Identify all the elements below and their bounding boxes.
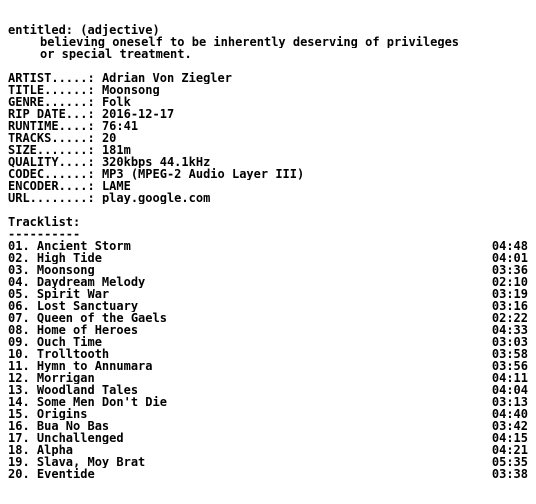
info-row-artist	[8, 72, 528, 84]
track-time: 04:33	[491, 323, 528, 337]
info-value: MP3 (MPEG-2 Audio Layer III)	[101, 168, 305, 180]
track-name: 14. Some Men Don't Die	[8, 396, 167, 408]
track-name: 07. Queen of the Gaels	[8, 312, 167, 324]
track-name: 20. Eventide	[8, 468, 95, 480]
track-name: 05. Spirit War	[8, 288, 110, 300]
release-info	[8, 72, 528, 204]
track-time: 03:56	[491, 359, 528, 373]
info-row-title	[8, 84, 528, 96]
track-time: 03:38	[491, 467, 528, 481]
track-time: 03:36	[491, 263, 528, 277]
definition-line-1: believing oneself to be inherently deserving of privileges	[40, 36, 460, 48]
track-name: 08. Home of Heroes	[8, 324, 139, 336]
info-label: URL........:	[8, 192, 95, 204]
track-row	[8, 372, 528, 384]
track-row	[8, 300, 528, 312]
info-row-runtime	[8, 120, 528, 132]
track-row	[8, 324, 528, 336]
track-time: 03:16	[491, 299, 528, 313]
track-row	[8, 456, 528, 468]
track-time: 04:11	[491, 371, 528, 385]
track-name: 17. Unchallenged	[8, 432, 124, 444]
track-name: 04. Daydream Melody	[8, 276, 146, 288]
info-label: GENRE......:	[8, 96, 95, 108]
track-name: 13. Woodland Tales	[8, 384, 139, 396]
track-name: 01. Ancient Storm	[8, 240, 131, 252]
info-row-tracks	[8, 132, 528, 144]
track-name: 18. Alpha	[8, 444, 74, 456]
track-row	[8, 468, 528, 480]
spacer	[8, 204, 528, 216]
track-name: 15. Origins	[8, 408, 88, 420]
track-row	[8, 288, 528, 300]
tracklist-heading: Tracklist:	[8, 216, 81, 228]
track-name: 11. Hymn to Annumara	[8, 360, 153, 372]
track-row	[8, 444, 528, 456]
info-label: ARTIST.....:	[8, 72, 95, 84]
info-value: 76:41	[101, 120, 139, 132]
track-time: 04:01	[491, 251, 528, 265]
track-row	[8, 264, 528, 276]
track-row	[8, 348, 528, 360]
info-row-rip-date	[8, 108, 528, 120]
info-row-genre	[8, 96, 528, 108]
track-row	[8, 384, 528, 396]
track-time: 03:13	[491, 395, 528, 409]
track-row	[8, 432, 528, 444]
track-row	[8, 396, 528, 408]
track-name: 19. Slava, Moy Brat	[8, 456, 146, 468]
track-name: 16. Bua No Bas	[8, 420, 110, 432]
track-time: 02:10	[491, 275, 528, 289]
track-name: 03. Moonsong	[8, 264, 95, 276]
track-time: 03:42	[491, 419, 528, 433]
info-row-codec	[8, 168, 528, 180]
info-label: CODEC......:	[8, 168, 95, 180]
track-row	[8, 240, 528, 252]
info-label: RUNTIME....:	[8, 120, 95, 132]
track-name: 12. Morrigan	[8, 372, 95, 384]
tracklist	[8, 240, 528, 480]
track-name: 10. Trolltooth	[8, 348, 110, 360]
track-row	[8, 252, 528, 264]
track-time: 03:19	[491, 287, 528, 301]
info-value: Moonsong	[101, 84, 160, 96]
info-label: TITLE......:	[8, 84, 95, 96]
info-label: QUALITY....:	[8, 156, 95, 168]
info-label: TRACKS.....:	[8, 132, 95, 144]
info-value: Folk	[101, 96, 131, 108]
info-value: 181m	[101, 144, 131, 156]
info-row-url	[8, 192, 528, 204]
info-value: 320kbps 44.1kHz	[101, 156, 211, 168]
info-row-quality	[8, 156, 528, 168]
info-label: RIP DATE...:	[8, 108, 95, 120]
info-row-encoder	[8, 180, 528, 192]
nfo-document	[8, 24, 528, 480]
track-row	[8, 408, 528, 420]
track-time: 04:04	[491, 383, 528, 397]
info-value: 2016-12-17	[101, 108, 175, 120]
info-value: Adrian Von Ziegler	[101, 72, 232, 84]
track-name: 02. High Tide	[8, 252, 102, 264]
track-time: 03:58	[491, 347, 528, 361]
info-label: ENCODER....:	[8, 180, 95, 192]
track-row	[8, 360, 528, 372]
info-value: LAME	[101, 180, 131, 192]
track-row	[8, 420, 528, 432]
spacer	[8, 60, 528, 72]
info-value: 20	[101, 132, 117, 144]
track-row	[8, 336, 528, 348]
track-time: 04:15	[491, 431, 528, 445]
definition-term: entitled: (adjective)	[8, 24, 160, 36]
track-time: 05:35	[491, 455, 528, 469]
info-row-size	[8, 144, 528, 156]
track-name: 06. Lost Sanctuary	[8, 300, 139, 312]
info-label: SIZE.......:	[8, 144, 95, 156]
track-time: 04:21	[491, 443, 528, 457]
track-time: 04:40	[491, 407, 528, 421]
info-value: play.google.com	[101, 192, 211, 204]
track-time: 02:22	[491, 311, 528, 325]
track-row	[8, 312, 528, 324]
track-row	[8, 276, 528, 288]
definition-line-2: or special treatment.	[40, 48, 192, 60]
track-time: 03:03	[491, 335, 528, 349]
tracklist-underline: ----------	[8, 228, 81, 240]
track-time: 04:48	[491, 239, 528, 253]
track-name: 09. Ouch Time	[8, 336, 102, 348]
